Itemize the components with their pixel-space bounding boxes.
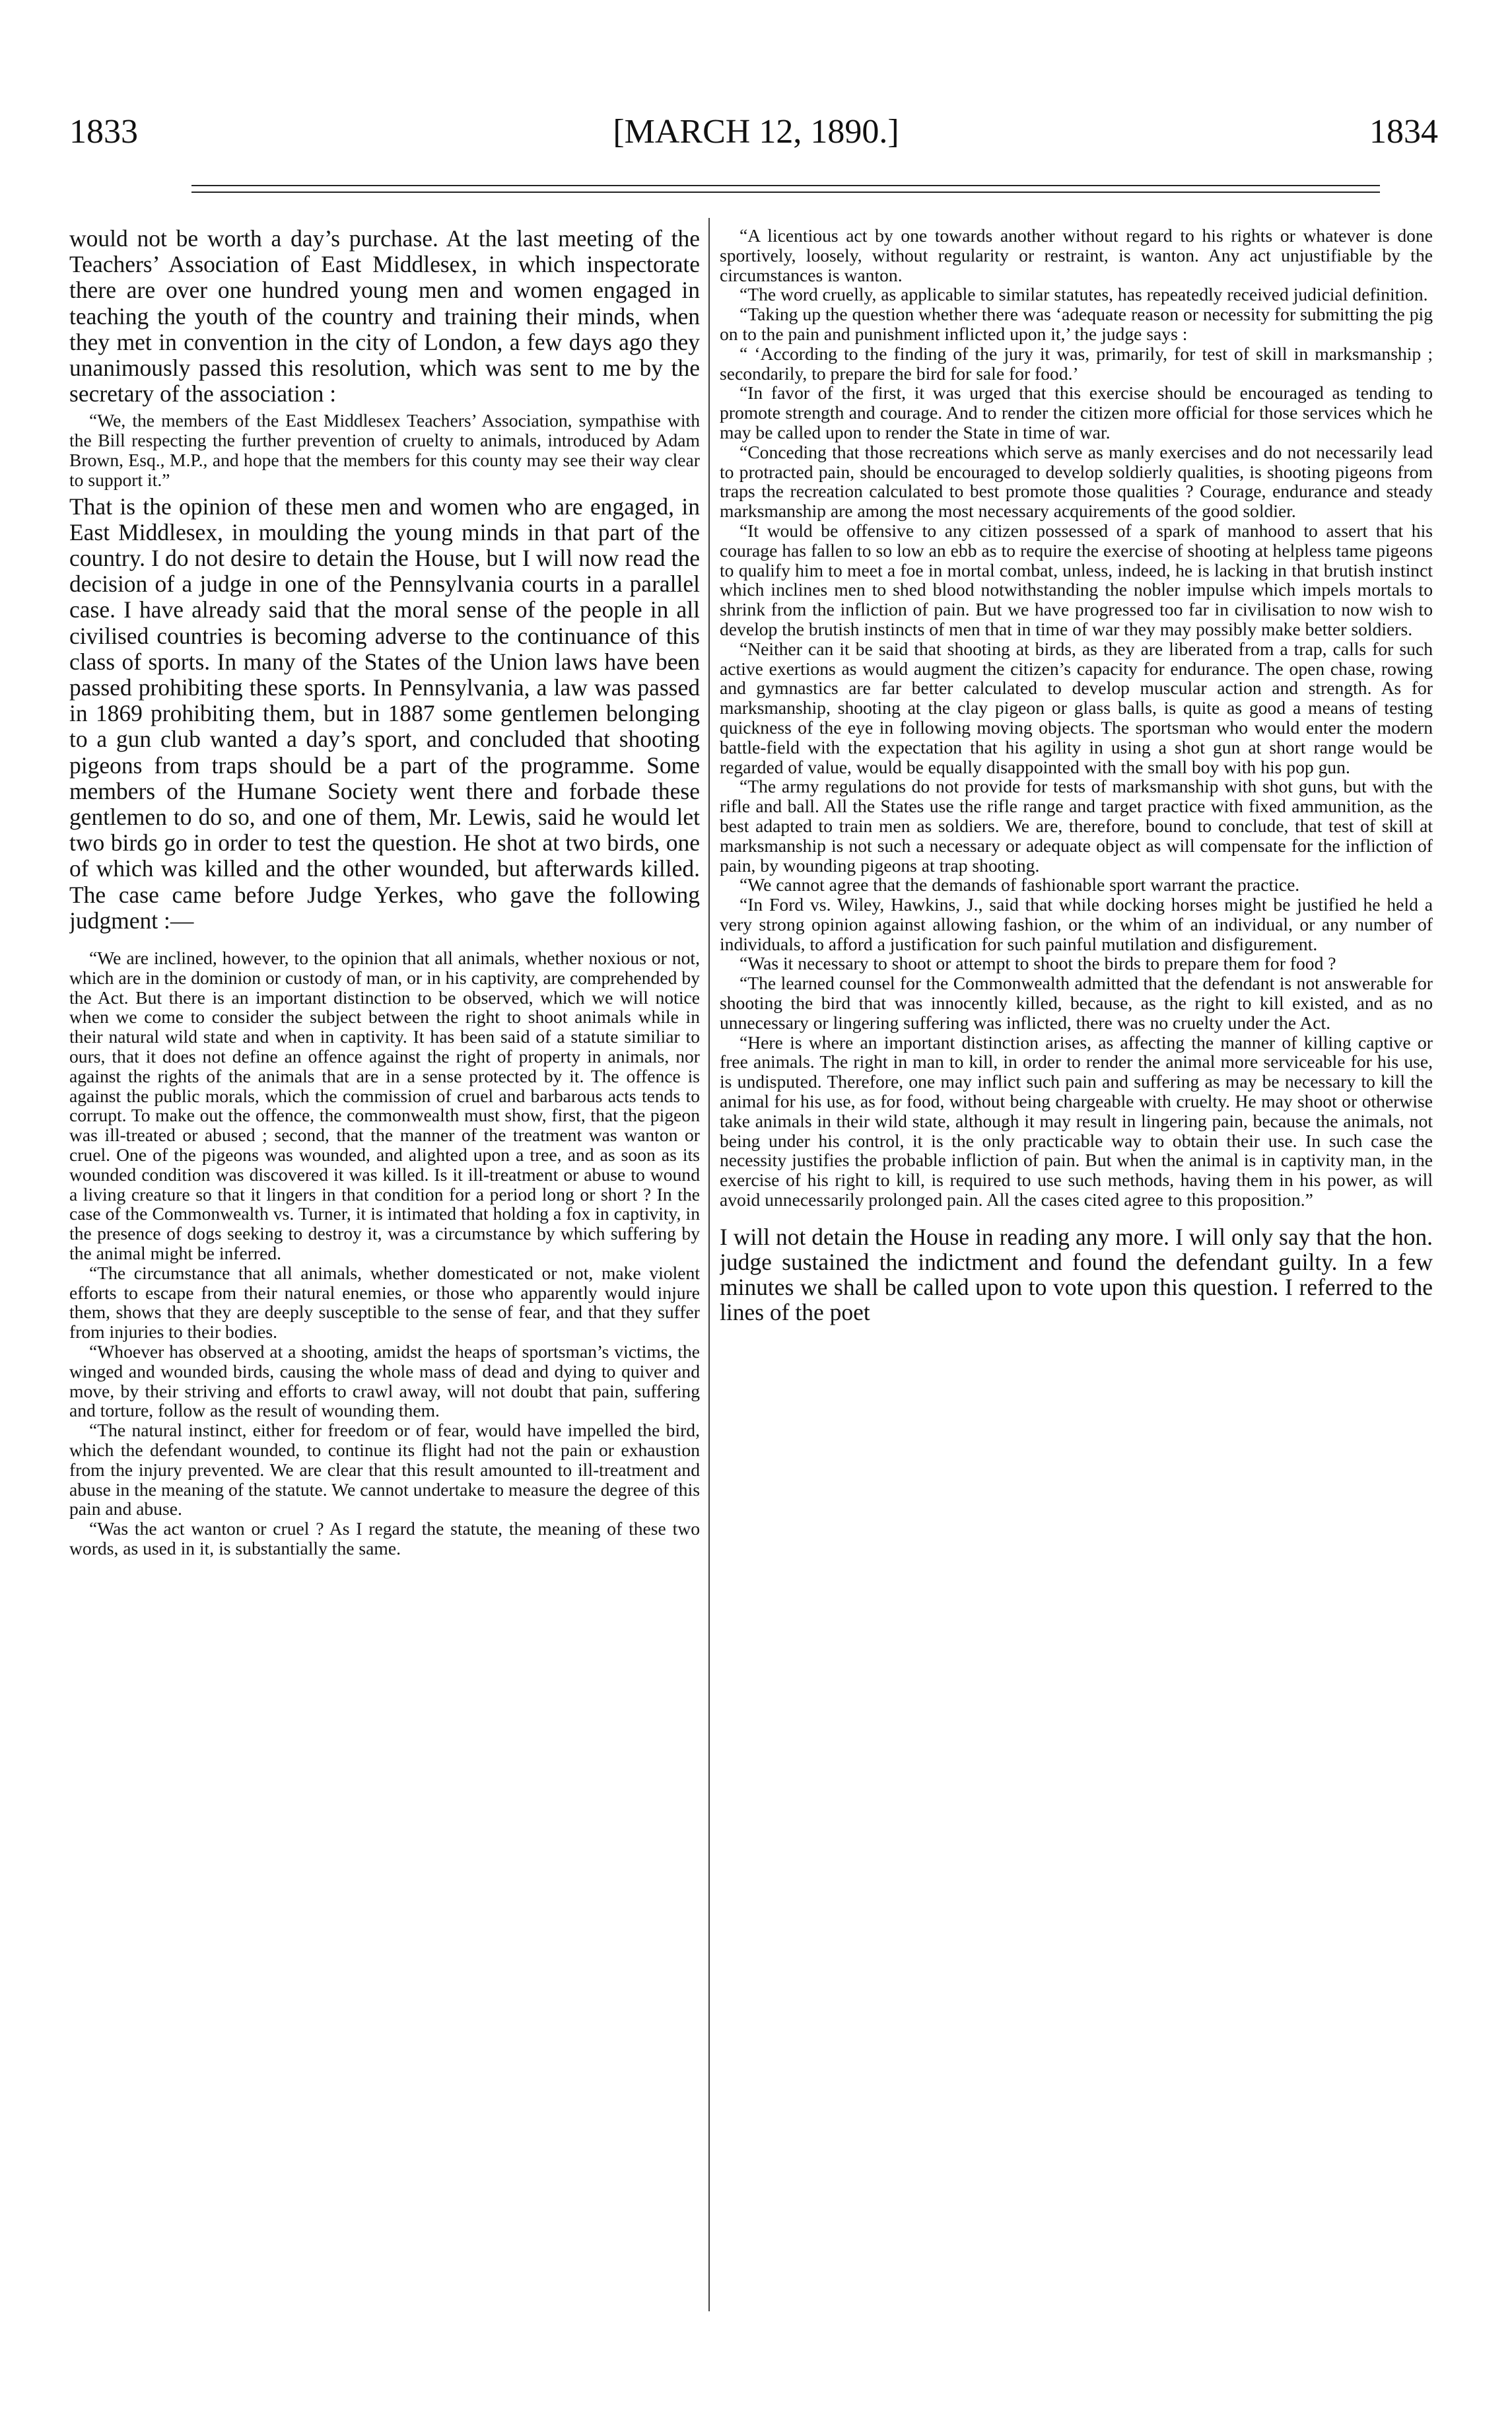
right-page-number: 1834 [1369, 113, 1438, 151]
page-date-header: [MARCH 12, 1890.] [613, 113, 899, 151]
judgment-quote-paragraph: “Here is where an important distinction arises, as affecting the manner of killing captive or free animals. The right in man to kill, in order to render the animal more serviceable for his use, is undisputed. Therefore, one may inflict such pain and suffering as may be necessary to kill the animal for his use, as for food, without being chargeable with cruelty. He may shoot or otherwise take animals in their wild state, although it may result in lingering pain, because the animals, not being under his control, it is the only practicable way to obtain their use. In such case the necessity justifies the probable infliction of pain. But when the animal is in captivity man, in the exercise of his right to kill, is required to use such methods, having them in his power, as will avoid unnecessarily prolonged pain. All the cases cited agree to this proposition.” [720, 1032, 1433, 1210]
judgment-quote-paragraph: “Was it necessary to shoot or attempt to shoot the birds to prepare them for food ? [739, 953, 1336, 974]
judgment-quote-paragraph: “A licentious act by one towards another without regard to his rights or whatever is done sportively, loosely, without regularity or restraint, is wanton. Any act unjustifiable by the circumstances is wanton. [720, 226, 1433, 285]
judgment-quote-paragraph: “The circumstance that all animals, whether domesticated or not, make violent efforts to escape from their natural enemies, or those who apparently would injure them, shows that they are deeply susceptible to the sense of fear, and that they suffer from injuries to their bodies. [69, 1262, 700, 1343]
speech-paragraph: That is the opinion of these men and women who are engaged, in East Middlesex, in moulding the young minds in that part of the country. I do not desire to detain the House, but I will now read the decision of a judge in one of the Pennsylvania courts in a parallel case. I have already said that the moral sense of the people in all civilised countries is becoming adverse to the continuance of this class of sports. In many of the States of the Union laws have been passed prohibiting these sports. In Pennsylvania, a law was passed in 1869 prohibiting them, but in 1887 some gentlemen belonging to a gun club wanted a day’s sport, and concluded that shooting pigeons from traps should be a part of the programme. Some members of the Humane Society went there and forbade these gentlemen to do so, and one of them, Mr. Lewis, said he would let two birds go in order to test the question. He shot at two birds, one of which was killed and the other wounded, but afterwards killed. The case came before Judge Yerkes, who gave the following judgment :— [69, 493, 700, 934]
judgment-quote-paragraph: “ ‘According to the finding of the jury it was, primarily, for test of skill in marksmanship ; secondarily, to prepare the bird for sale for food.’ [720, 343, 1433, 384]
header-rule [191, 185, 1380, 186]
judgment-quote-paragraph: “We are inclined, however, to the opinion that all animals, whether noxious or not, which are in the dominion or custody of man, or in his captivity, are comprehended by the Act. But there is an important distinction to be observed, which we will notice when we come to consider the subject between the right to shoot animals while in their natural wild state and when in captivity. It has been said of a statute similiar to ours, that it does not define an offence against the right of property in animals, nor against the rights of the animals that are in a sense protected by it. The offence is against the public morals, which the commission of cruel and barbarous acts tends to corrupt. To make out the offence, the commonwealth must show, first, that the pigeon was ill-treated or abused ; second, that the manner of the treatment was wanton or cruel. One of the pigeons was wounded, and alighted upon a tree, and as soon as its wounded condition was discovered it was killed. Is it ill-treatment or abuse to wound a living creature so that it lingers in that condition for a period long or short ? In the case of the Commonwealth vs. Turner, it is intimated that holding a fox in captivity, in the presence of dogs seeking to destroy it, was a circumstance by which suffering by the animal might be inferred. [69, 948, 700, 1264]
judgment-quote-paragraph: “Whoever has observed at a shooting, amidst the heaps of sportsman’s victims, the winged and wounded birds, causing the whole mass of dead and dying to quiver and move, by their striving and efforts to crawl away, will not doubt that pain, suffering and torture, follow as the result of wounding them. [69, 1341, 700, 1421]
speech-paragraph: would not be worth a day’s purchase. At the last meeting of the Teachers’ Association of East Middlesex, in which inspectorate there are over one hundred young men and women engaged in teaching the youth of the country and training their minds, when they met in convention in the city of London, a few days ago they unanimously passed this resolution, which was sent to me by the secretary of the association : [69, 226, 700, 407]
judgment-quote-paragraph: “The learned counsel for the Commonwealth admitted that the defendant is not answerable for shooting the bird that was innocently killed, because, as the right to kill existed, and as no unnecessary or lingering suffering was inflicted, there was no cruelty under the Act. [720, 973, 1433, 1033]
resolution-quote: “We, the members of the East Middlesex Teachers’ Association, sympathise with the Bill respecting the further prevention of cruelty to animals, introduced by Adam Brown, Esq., M.P., and hope that the members for this county may see their way clear to support it.” [69, 410, 700, 490]
speech-paragraph: I will not detain the House in reading any more. I will only say that the hon. judge sustained the indictment and found the defendant guilty. In a few minutes we shall be called upon to vote upon this question. I referred to the lines of the poet [720, 1223, 1433, 1326]
judgment-quote-paragraph: “The word cruelly, as applicable to similar statutes, has repeatedly received judicial definition. [739, 284, 1428, 305]
judgment-quote-paragraph: “It would be offensive to any citizen possessed of a spark of manhood to assert that his courage has fallen to so low an ebb as to require the exercise of shooting at helpless tame pigeons to qualify him to meet a foe in mortal combat, unless, indeed, he is lacking in that brutish instinct which inclines men to shed blood notwithstanding the nobler impulse which impels mortals to shrink from the infliction of pain. But we have progressed too far in civilisation to now wish to develop the brutish instincts of men that in time of war they may possibly make better soldiers. [720, 520, 1433, 639]
judgment-quote-paragraph: “We cannot agree that the demands of fashionable sport warrant the practice. [739, 874, 1300, 895]
judgment-quote-paragraph: “In Ford vs. Wiley, Hawkins, J., said that while docking horses might be justified he held a very strong opinion against allowing fashion, or the whim of an individual, or any number of individuals, to afford a justification for such painful mutilation and disfigurement. [720, 894, 1433, 954]
judgment-quote-paragraph: “Was the act wanton or cruel ? As I regard the statute, the meaning of these two words, as used in it, is substantially the same. [69, 1518, 700, 1558]
judgment-quote-paragraph: “The natural instinct, either for freedom or of fear, would have impelled the bird, which the defendant wounded, to continue its flight had not the pain or exhaustion from the injury prevented. We are clear that this result amounted to ill-treatment and abuse in the meaning of the statute. We cannot undertake to measure the degree of this pain and abuse. [69, 1420, 700, 1520]
judgment-quote-paragraph: “In favor of the first, it was urged that this exercise should be encouraged as tending to promote strength and courage. And to render the citizen more official for those services which he may be called upon to render the State in time of war. [720, 382, 1433, 442]
judgment-quote-paragraph: “Taking up the question whether there was ‘adequate reason or necessity for submitting the pig on to the pain and punishment inflicted upon it,’ the judge says : [720, 304, 1433, 344]
judgment-quote-paragraph: “Neither can it be said that shooting at birds, as they are liberated from a trap, calls for such active exertions as would augment the citizen’s capacity for endurance. The open chase, rowing and gymnastics are far better calculated to develop muscular action and strength. As for marksmanship, shooting at the clay pigeon or glass balls, is quite as good a means of testing quickness of the eye in following moving objects. The sportsman who would enter the modern battle-field with the expectation that his agility in using a shot gun at short range would be regarded of value, would be equally disappointed with the small boy with his pop gun. [720, 638, 1433, 777]
judgment-quote-paragraph: “Conceding that those recreations which serve as manly exercises and do not necessarily lead to protracted pain, should be encouraged to develop soldierly qualities, is shooting pigeons from traps the recreation calculated to best promote those qualities ? Courage, endurance and steady marksmanship are among the most necessary acquirements of the good soldier. [720, 441, 1433, 522]
left-column [69, 226, 700, 2326]
judgment-quote-paragraph: “The army regulations do not provide for tests of marksmanship with shot guns, but with the rifle and ball. All the States use the rifle range and target practice with fixed ammunition, as the best adapted to train men as soldiers. We are, therefore, bound to conclude, that test of skill at marksmanship is not such a necessary or adequate object as will compensate for the infliction of pain, by wounding pigeons at trap shooting. [720, 776, 1433, 876]
left-page-number: 1833 [69, 113, 138, 151]
right-column [720, 226, 1433, 2326]
header-rule-secondary [191, 192, 1380, 193]
column-divider [708, 218, 710, 2311]
